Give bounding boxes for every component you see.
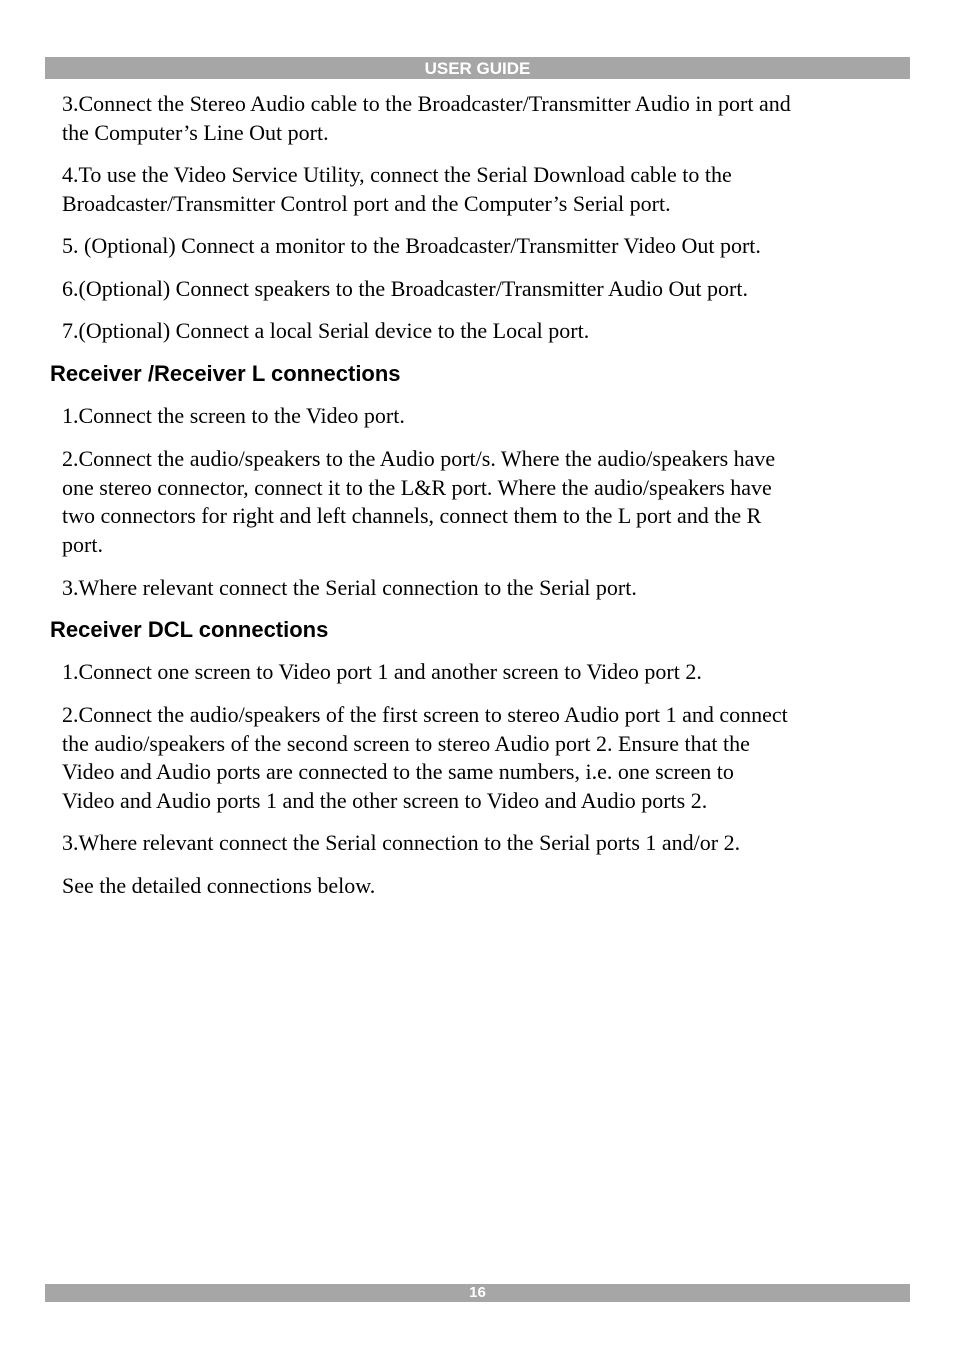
list-item-text: Connect the screen to the Video port. bbox=[78, 403, 405, 428]
section-heading-dcl: Receiver DCL connections bbox=[50, 617, 329, 642]
list-item-text: Video and Audio ports 1 and the other screen to Video and Audio ports 2. bbox=[62, 788, 708, 814]
section-heading-receiver: Receiver /Receiver L connections bbox=[50, 361, 401, 386]
list-item-text: Connect one screen to Video port 1 and another screen to Video port 2. bbox=[78, 659, 702, 684]
list-item-text: To use the Video Service Utility, connect the Serial Download cable to the bbox=[78, 162, 732, 187]
list-item bbox=[62, 317, 921, 346]
closing-note: See the detailed connections below. bbox=[62, 873, 376, 898]
list-item-text: Video and Audio ports are connected to the same numbers, i.e. one screen to bbox=[62, 759, 734, 785]
list-item-number: 1. bbox=[62, 403, 79, 428]
header-title: USER GUIDE bbox=[424, 59, 531, 78]
list-item bbox=[62, 701, 921, 816]
list-item-number: 2. bbox=[62, 446, 79, 471]
list-item-number: 3. bbox=[62, 575, 79, 600]
page-header bbox=[45, 57, 910, 79]
list-item-text: Where relevant connect the Serial connection to the Serial ports 1 and/or 2. bbox=[78, 830, 741, 855]
list-item bbox=[62, 232, 921, 261]
list-item-text: two connectors for right and left channels, connect them to the L port and the R bbox=[62, 503, 762, 529]
page-footer bbox=[45, 1284, 910, 1302]
list-item-text: port. bbox=[62, 532, 103, 558]
list-item-text: Where relevant connect the Serial connection to the Serial port. bbox=[78, 575, 637, 600]
list-item-text: Connect the audio/speakers of the first screen to stereo Audio port 1 and connect bbox=[78, 702, 788, 727]
list-item-number: 7. bbox=[62, 318, 79, 343]
list-item-number: 3. bbox=[62, 91, 79, 116]
list-item bbox=[62, 90, 921, 147]
list-item-number: 3. bbox=[62, 830, 79, 855]
list-item bbox=[62, 829, 921, 858]
list-item-text: one stereo connector, connect it to the L&R port. Where the audio/speakers have bbox=[62, 474, 772, 500]
list-item-number: 2. bbox=[62, 702, 79, 727]
list-item bbox=[62, 275, 921, 304]
list-item bbox=[62, 445, 921, 560]
list-item-text: the Computer’s Line Out port. bbox=[62, 119, 329, 145]
list-item bbox=[62, 161, 921, 218]
list-item-text: Broadcaster/Transmitter Control port and the Computer’s Serial port. bbox=[62, 190, 671, 216]
list-item-number: 1. bbox=[62, 659, 79, 684]
list-item-text: Connect the audio/speakers to the Audio port/s. Where the audio/speakers have bbox=[78, 446, 776, 471]
list-item bbox=[62, 402, 921, 431]
list-item bbox=[62, 574, 921, 603]
page-number: 16 bbox=[469, 1284, 486, 1301]
list-item-text: (Optional) Connect a monitor to the Broadcaster/Transmitter Video Out port. bbox=[84, 233, 761, 258]
list-item bbox=[62, 658, 921, 687]
list-item-number: 5. bbox=[62, 233, 84, 258]
list-item-text: the audio/speakers of the second screen to stereo Audio port 2. Ensure that the bbox=[62, 730, 750, 756]
list-item-text: (Optional) Connect a local Serial device to the Local port. bbox=[78, 318, 590, 343]
list-item-number: 4. bbox=[62, 162, 79, 187]
list-item-number: 6. bbox=[62, 276, 79, 301]
list-item-text: (Optional) Connect speakers to the Broadcaster/Transmitter Audio Out port. bbox=[78, 276, 748, 301]
list-item-text: Connect the Stereo Audio cable to the Broadcaster/Transmitter Audio in port and bbox=[78, 91, 791, 116]
